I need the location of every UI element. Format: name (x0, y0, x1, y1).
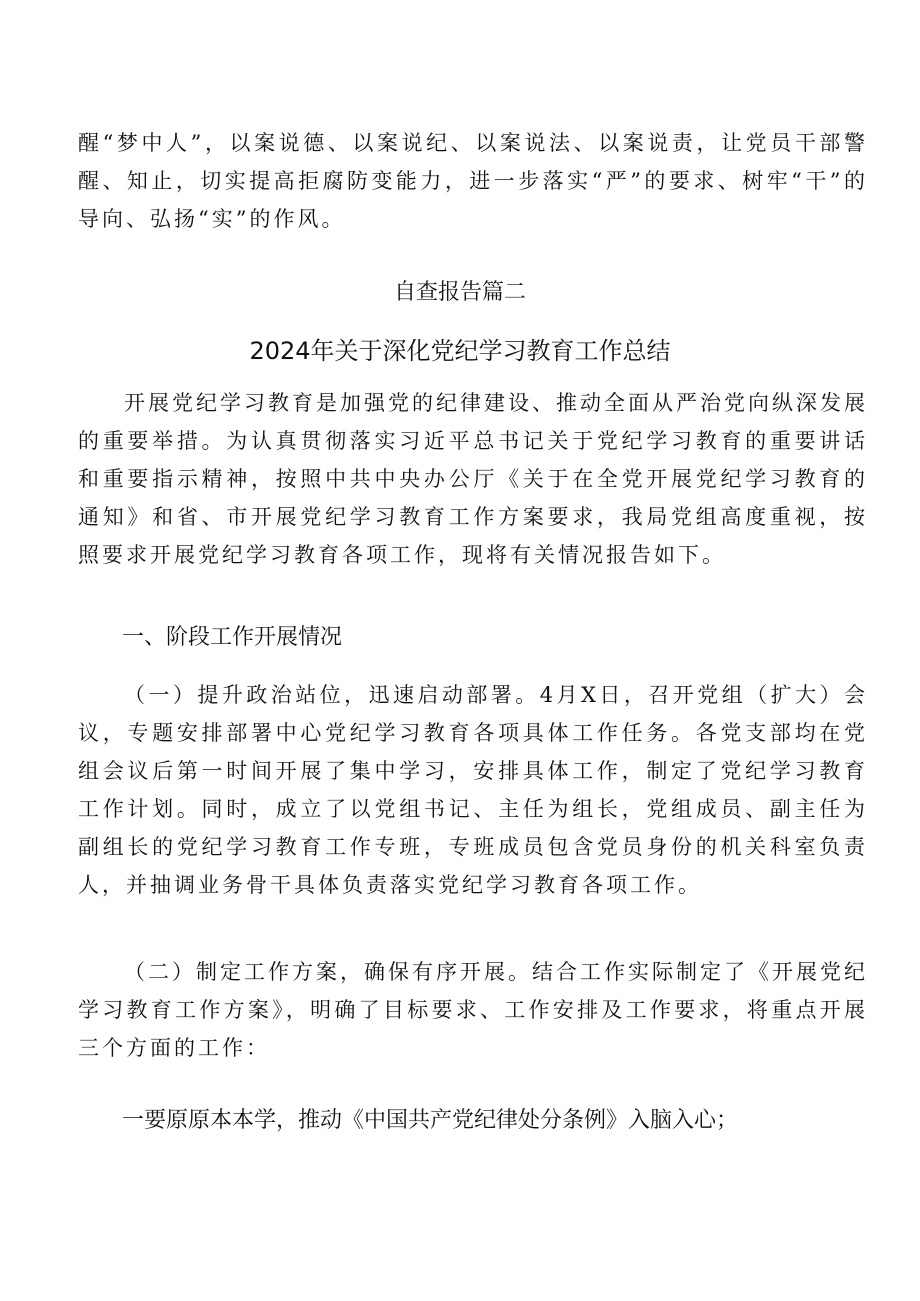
body-paragraph-deployment: （一）提升政治站位，迅速启动部署。4月X日，召开党组（扩大）会议，专题安排部署中心党纪学习教育各项具体工作任务。各党支部均在党组会议后第一时间开展了集中学习，安排具体工作，制定了党纪学习教育工作计划。同时，成立了以党组书记、主任为组长，党组成员、副主任为副组长的党纪学习教育工作专班，专班成员包含党员身份的机关科室负责人，并抽调业务骨干具体负责落实党纪学习教育各项工作。 (78, 683, 868, 897)
body-paragraph-plan: （二）制定工作方案，确保有序开展。结合工作实际制定了《开展党纪学习教育工作方案》，明确了目标要求、工作安排及工作要求，将重点开展三个方面的工作： (78, 960, 868, 1060)
section-label: 自查报告篇二 (393, 280, 526, 305)
section-heading: 一、阶段工作开展情况 (122, 625, 343, 650)
intro-tail-paragraph: 醒“梦中人”，以案说德、以案说纪、以案说法、以案说责，让党员干部警醒、知止，切实提高拒腐防变能力，进一步落实“严”的要求、树牢“干”的导向、弘扬“实”的作风。 (78, 131, 868, 231)
body-paragraph-intro: 开展党纪学习教育是加强党的纪律建设、推动全面从严治党向纵深发展的重要举措。为认真贯彻落实习近平总书记关于党纪学习教育的重要讲话和重要指示精神，按照中共中央办公厅《关于在全党开展党纪学习教育的通知》和省、市开展党纪学习教育工作方案要求，我局党组高度重视，按照要求开展党纪学习教育各项工作，现将有关情况报告如下。 (78, 391, 868, 567)
report-title: 2024年关于深化党纪学习教育工作总结 (249, 337, 671, 365)
body-paragraph-study-item: 一要原原本本学，推动《中国共产党纪律处分条例》入脑入心； (122, 1108, 739, 1133)
